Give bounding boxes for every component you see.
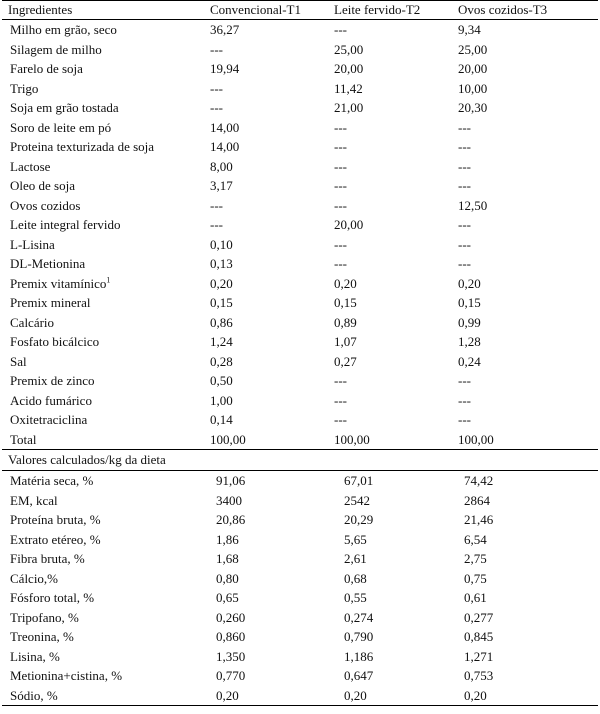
- calculated-value-t3: 0,753: [464, 668, 494, 683]
- ingredient-name-text: Silagem de milho: [10, 41, 102, 57]
- ingredient-value-t3: 10,00: [458, 80, 488, 96]
- ingredient-name: [2, 391, 204, 411]
- calculated-name: [2, 647, 204, 667]
- ingredient-row: [2, 137, 598, 157]
- ingredient-name-text: Premix de zinco: [10, 373, 95, 388]
- ingredient-row: [2, 118, 598, 138]
- calculated-row: [2, 608, 598, 628]
- calculated-name: [2, 471, 204, 491]
- ingredient-name-text: Soro de leite em pó: [10, 119, 112, 135]
- calculated-name-text: Sódio, %: [10, 687, 58, 703]
- calculated-value-t1: 0,770: [216, 668, 246, 683]
- ingredient-value-t3: ---: [458, 139, 471, 154]
- calculated-row: [2, 491, 598, 511]
- calculated-name: [2, 608, 204, 628]
- ingredient-value-t3: ---: [458, 392, 471, 408]
- header-row: [2, 1, 598, 20]
- calculated-value-t2: 2,61: [344, 551, 367, 566]
- ingredient-row: [2, 157, 598, 177]
- calculated-value-t2: 2542: [344, 492, 370, 508]
- calculated-value-t1: 0,80: [216, 570, 239, 586]
- ingredient-name: [2, 352, 204, 372]
- calc-section-header: Valores calculados/kg da dieta: [2, 450, 598, 471]
- calculated-value-t1: 0,65: [216, 590, 239, 605]
- calculated-value-t3: 0,20: [450, 686, 598, 706]
- calculated-value-t2: 0,68: [344, 570, 367, 586]
- ingredient-value-t3: 20,00: [458, 61, 488, 76]
- calculated-row: [2, 666, 598, 686]
- calculated-name: [2, 569, 204, 589]
- ingredient-row: [2, 391, 598, 411]
- ingredient-value-t2: ---: [334, 22, 347, 37]
- ingredient-name-text: Leite integral fervido: [10, 217, 121, 232]
- calculated-name-text: Metionina+cistina, %: [10, 668, 123, 683]
- ingredient-value-t1: ---: [210, 197, 223, 213]
- ingredient-value-t2: 0,89: [334, 314, 357, 330]
- total-label: Total: [2, 430, 204, 450]
- ingredient-name: [2, 410, 204, 430]
- ingredient-name-text: Farelo de soja: [10, 61, 83, 76]
- ingredient-value-t3: 0,20: [458, 275, 481, 291]
- ingredient-value-t3: ---: [458, 412, 471, 427]
- ingredient-name-text: Acido fumárico: [10, 392, 92, 408]
- calculated-name-text: Fósforo total, %: [10, 590, 95, 605]
- ingredient-value-t3: ---: [458, 217, 471, 232]
- ingredient-value-t2: 0,15: [334, 295, 357, 310]
- ingredient-value-t3: 20,30: [458, 100, 488, 115]
- calculated-name-text: Cálcio,%: [10, 570, 59, 586]
- calculated-value-t2: 20,29: [344, 512, 374, 527]
- ingredient-name: [2, 79, 204, 99]
- ingredient-value-t3: 1,28: [458, 334, 481, 349]
- header-ingredientes: Ingredientes: [2, 1, 204, 20]
- calculated-name: [2, 588, 204, 608]
- ingredient-name: [2, 254, 204, 274]
- ingredient-value-t1: 0,15: [210, 295, 233, 310]
- calculated-value-t3: 2864: [464, 492, 490, 508]
- calculated-value-t1: 1,86: [216, 531, 239, 547]
- ingredient-value-t2: 0,20: [334, 275, 357, 291]
- ingredient-value-t3: 25,00: [458, 41, 488, 57]
- ingredient-name: [2, 157, 204, 177]
- table-header: [2, 1, 598, 20]
- ingredient-name: [2, 313, 204, 333]
- ingredient-row: [2, 274, 598, 294]
- ingredient-row: [2, 40, 598, 60]
- diet-composition-table: [2, 0, 598, 706]
- ingredient-row: [2, 59, 598, 79]
- calculated-value-t3: 0,277: [464, 609, 494, 625]
- ingredient-name: [2, 40, 204, 60]
- ingredient-name: [2, 176, 204, 196]
- ingredient-row: [2, 254, 598, 274]
- calculated-name: [2, 686, 204, 706]
- calculated-value-t3: 74,42: [464, 473, 494, 488]
- ingredient-value-t3: ---: [458, 256, 471, 271]
- ingredient-value-t1: 1,24: [210, 334, 233, 349]
- ingredient-name-text: Soja em grão tostada: [10, 100, 119, 115]
- ingredient-value-t2: 11,42: [334, 80, 363, 96]
- calculated-name-text: Treonina, %: [10, 629, 74, 644]
- ingredient-name-text: L-Lisina: [10, 236, 55, 252]
- calculated-value-t1: 0,20: [204, 686, 326, 706]
- ingredient-value-t3: 0,15: [458, 295, 481, 310]
- ingredient-value-t3: ---: [458, 178, 471, 193]
- ingredient-name-text: Oleo de soja: [10, 178, 75, 193]
- ingredient-name-text: DL-Metionina: [10, 256, 86, 271]
- ingredient-value-t1: 0,86: [210, 314, 233, 330]
- ingredient-value-t3: 0,24: [458, 353, 481, 369]
- ingredient-row: [2, 98, 598, 118]
- calculated-value-t2: 0,274: [344, 609, 374, 625]
- ingredient-name-text: Proteina texturizada de soja: [10, 139, 155, 154]
- ingredient-value-t1: 36,27: [210, 22, 240, 37]
- header-convencional-t1: Convencional-T1: [204, 1, 326, 20]
- ingredient-value-t3: ---: [458, 373, 471, 388]
- ingredient-name: [2, 118, 204, 138]
- ingredient-row: [2, 332, 598, 352]
- ingredient-value-t1: 3,17: [210, 178, 233, 193]
- ingredient-value-t1: 19,94: [210, 61, 240, 76]
- ingredient-value-t2: ---: [334, 236, 347, 252]
- ingredient-value-t2: ---: [334, 119, 347, 135]
- calculated-row: [2, 549, 598, 569]
- ingredients-body: [2, 20, 598, 430]
- calculated-row: [2, 510, 598, 530]
- calculated-name: [2, 549, 204, 569]
- ingredient-value-t1: ---: [210, 217, 223, 232]
- ingredient-row: [2, 196, 598, 216]
- ingredient-value-t2: ---: [334, 373, 347, 388]
- ingredient-name-text: Fosfato bicálcico: [10, 334, 100, 349]
- ingredient-row: [2, 371, 598, 391]
- total-t1: 100,00: [204, 430, 326, 450]
- ingredient-name: [2, 20, 204, 40]
- ingredient-value-t2: 20,00: [334, 61, 364, 76]
- calculated-value-t2: 5,65: [344, 531, 367, 547]
- calculated-row: [2, 686, 598, 706]
- ingredient-value-t1: 14,00: [210, 119, 240, 135]
- ingredient-name-text: Premix vitamínico: [10, 275, 107, 291]
- calculated-name: [2, 491, 204, 511]
- calculated-value-t3: 0,61: [464, 590, 487, 605]
- ingredient-name: [2, 235, 204, 255]
- calculated-name-text: Extrato etéreo, %: [10, 531, 101, 547]
- calculated-row: [2, 627, 598, 647]
- calculated-name-text: EM, kcal: [10, 492, 58, 508]
- calculated-value-t1: 0,860: [216, 629, 246, 644]
- calculated-row: [2, 530, 598, 550]
- calculated-name: [2, 627, 204, 647]
- calculated-value-t3: 2,75: [464, 551, 487, 566]
- ingredient-name-text: Calcário: [10, 314, 55, 330]
- ingredient-value-t1: 0,50: [210, 373, 233, 388]
- ingredient-value-t3: ---: [458, 158, 471, 174]
- ingredient-value-t3: 0,99: [458, 314, 481, 330]
- calculated-value-t1: 1,68: [216, 551, 239, 566]
- ingredient-value-t2: ---: [334, 158, 347, 174]
- calculated-row: [2, 588, 598, 608]
- ingredient-value-t2: 25,00: [334, 41, 364, 57]
- calculated-name: [2, 666, 204, 686]
- ingredient-row: [2, 176, 598, 196]
- calculated-value-t2: 0,20: [326, 686, 450, 706]
- ingredient-name: [2, 59, 204, 79]
- calculated-row: [2, 647, 598, 667]
- ingredient-name: [2, 137, 204, 157]
- ingredient-name-text: Milho em grão, seco: [10, 22, 117, 37]
- calculated-value-t1: 20,86: [216, 512, 246, 527]
- calculated-value-t1: 0,260: [216, 609, 246, 625]
- calculated-name-text: Lisina, %: [10, 648, 60, 664]
- ingredient-value-t2: 20,00: [334, 217, 364, 232]
- ingredient-row: [2, 235, 598, 255]
- ingredient-name-text: Premix mineral: [10, 295, 91, 310]
- calculated-value-t2: 0,647: [344, 668, 374, 683]
- ingredient-value-t2: ---: [334, 197, 347, 213]
- ingredient-value-t1: 0,28: [210, 353, 233, 369]
- total-row: [2, 430, 598, 450]
- ingredient-value-t2: 0,27: [334, 353, 357, 369]
- ingredient-value-t1: 1,00: [210, 392, 233, 408]
- ingredient-value-t1: 0,20: [210, 275, 233, 291]
- ingredient-value-t1: ---: [210, 100, 223, 115]
- total-t2: 100,00: [326, 430, 450, 450]
- ingredient-value-t2: ---: [334, 412, 347, 427]
- ingredient-value-t1: ---: [210, 41, 223, 57]
- footnote-marker: 1: [106, 275, 111, 285]
- ingredient-value-t3: ---: [458, 119, 471, 135]
- ingredient-value-t2: 1,07: [334, 334, 357, 349]
- calculated-row: [2, 569, 598, 589]
- calculated-name: [2, 530, 204, 550]
- calculated-value-t3: 21,46: [464, 512, 494, 527]
- ingredient-row: [2, 293, 598, 313]
- ingredient-row: [2, 352, 598, 372]
- calculated-value-t1: 3400: [216, 492, 242, 508]
- calculated-value-t3: 1,271: [464, 648, 494, 664]
- ingredient-name: [2, 293, 204, 313]
- calculated-value-t3: 0,845: [464, 629, 494, 644]
- ingredient-value-t3: ---: [458, 236, 471, 252]
- ingredient-name-text: Ovos cozidos: [10, 197, 81, 213]
- header-leite-fervido-t2: Leite fervido-T2: [326, 1, 450, 20]
- ingredient-name: [2, 98, 204, 118]
- ingredient-name-text: Lactose: [10, 158, 51, 174]
- calculated-value-t3: 0,75: [464, 570, 487, 586]
- ingredient-value-t2: ---: [334, 256, 347, 271]
- calculated-name-text: Proteína bruta, %: [10, 512, 101, 527]
- calculated-value-t2: 0,55: [344, 590, 367, 605]
- calculated-row: [2, 471, 598, 491]
- ingredient-name-text: Trigo: [10, 80, 39, 96]
- ingredient-value-t1: 8,00: [210, 158, 233, 174]
- ingredient-row: [2, 20, 598, 40]
- header-ovos-cozidos-t3: Ovos cozidos-T3: [450, 1, 598, 20]
- ingredient-name: [2, 196, 204, 216]
- ingredient-row: [2, 79, 598, 99]
- ingredient-name: [2, 215, 204, 235]
- ingredient-value-t2: 21,00: [334, 100, 364, 115]
- ingredient-value-t2: ---: [334, 178, 347, 193]
- ingredient-row: [2, 410, 598, 430]
- calculated-values-body: [2, 471, 598, 706]
- ingredient-name: [2, 274, 204, 294]
- calculated-value-t2: 1,186: [344, 648, 374, 664]
- ingredient-value-t2: ---: [334, 392, 347, 408]
- total-body: [2, 430, 598, 471]
- ingredient-name: [2, 371, 204, 391]
- calculated-name-text: Tripofano, %: [10, 609, 79, 625]
- ingredient-value-t3: 12,50: [458, 197, 488, 213]
- ingredient-value-t1: 0,10: [210, 236, 233, 252]
- ingredient-row: [2, 313, 598, 333]
- ingredient-value-t1: 0,13: [210, 256, 233, 271]
- ingredient-name: [2, 332, 204, 352]
- ingredient-row: [2, 215, 598, 235]
- calculated-name-text: Matéria seca, %: [10, 473, 94, 488]
- ingredient-name-text: Sal: [10, 353, 27, 369]
- ingredient-value-t2: ---: [334, 139, 347, 154]
- calculated-value-t3: 6,54: [464, 531, 487, 547]
- total-t3: 100,00: [450, 430, 598, 450]
- calc-section-header-row: [2, 450, 598, 471]
- ingredient-value-t3: 9,34: [458, 22, 481, 37]
- calculated-value-t1: 1,350: [216, 648, 246, 664]
- ingredient-name-text: Oxitetraciclina: [10, 412, 88, 427]
- calculated-name: [2, 510, 204, 530]
- ingredient-value-t1: 14,00: [210, 139, 240, 154]
- calculated-name-text: Fibra bruta, %: [10, 551, 85, 566]
- calculated-value-t2: 67,01: [344, 473, 374, 488]
- calculated-value-t1: 91,06: [216, 473, 246, 488]
- ingredient-value-t1: ---: [210, 80, 223, 96]
- calculated-value-t2: 0,790: [344, 629, 374, 644]
- ingredient-value-t1: 0,14: [210, 412, 233, 427]
